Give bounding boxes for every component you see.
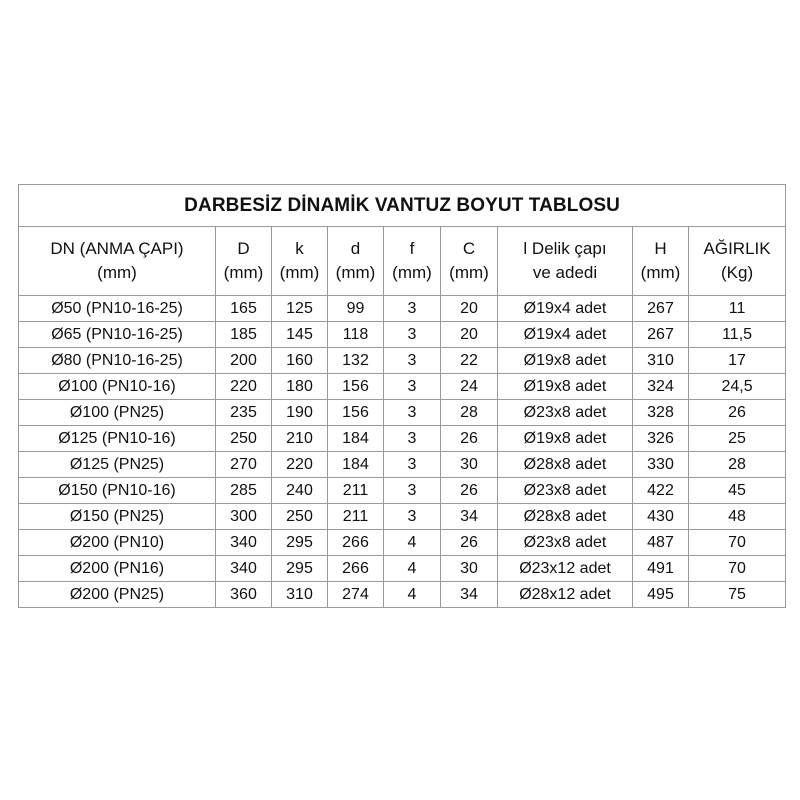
- table-cell: 310: [272, 582, 328, 608]
- table-cell: 11: [689, 296, 786, 322]
- table-cell: Ø23x8 adet: [498, 530, 633, 556]
- table-cell: 184: [328, 452, 384, 478]
- table-cell: Ø200 (PN16): [19, 556, 216, 582]
- table-row: [19, 556, 786, 582]
- table-cell: Ø28x8 adet: [498, 452, 633, 478]
- header-line2: (mm): [392, 263, 432, 282]
- table-cell: 22: [441, 348, 498, 374]
- table-cell: 3: [384, 374, 441, 400]
- table-cell: Ø28x8 adet: [498, 504, 633, 530]
- header-line1: C: [462, 239, 476, 258]
- table-cell: Ø23x8 adet: [498, 478, 633, 504]
- table-cell: 324: [633, 374, 689, 400]
- table-cell: Ø28x12 adet: [498, 582, 633, 608]
- table-cell: 328: [633, 400, 689, 426]
- table-cell: 3: [384, 400, 441, 426]
- header-line2: (mm): [279, 263, 320, 282]
- table-row: [19, 426, 786, 452]
- table-cell: 3: [384, 452, 441, 478]
- table-cell: 24: [441, 374, 498, 400]
- k-header: [272, 227, 328, 296]
- table-cell: 220: [216, 374, 272, 400]
- table-row: [19, 322, 786, 348]
- table-cell: 211: [328, 504, 384, 530]
- header-line2: (mm): [335, 263, 376, 282]
- table-cell: Ø200 (PN25): [19, 582, 216, 608]
- table-cell: 295: [272, 556, 328, 582]
- table-cell: 3: [384, 478, 441, 504]
- table-cell: Ø150 (PN25): [19, 504, 216, 530]
- table-cell: 267: [633, 322, 689, 348]
- table-cell: 3: [384, 348, 441, 374]
- table-cell: 270: [216, 452, 272, 478]
- header-line1: f: [409, 239, 415, 258]
- table-cell: 30: [441, 452, 498, 478]
- table-cell: 266: [328, 556, 384, 582]
- table-cell: 160: [272, 348, 328, 374]
- table-row: [19, 478, 786, 504]
- header-line1: H: [654, 239, 667, 258]
- table-row: [19, 452, 786, 478]
- table-cell: 310: [633, 348, 689, 374]
- table-cell: 240: [272, 478, 328, 504]
- table-cell: 70: [689, 556, 786, 582]
- table-title: DARBESİZ DİNAMİK VANTUZ BOYUT TABLOSU: [19, 185, 786, 227]
- table-cell: 17: [689, 348, 786, 374]
- weight-header: [689, 227, 786, 296]
- hole-header: [498, 227, 633, 296]
- table-cell: Ø80 (PN10-16-25): [19, 348, 216, 374]
- table-cell: 26: [441, 530, 498, 556]
- table-cell: 430: [633, 504, 689, 530]
- f-header: [384, 227, 441, 296]
- header-line1: l Delik çapı: [523, 239, 607, 258]
- header-line2: (mm): [449, 263, 489, 282]
- table-row: [19, 504, 786, 530]
- table-cell: 200: [216, 348, 272, 374]
- dimension-table: [18, 184, 786, 608]
- header-line2: (Kg): [721, 263, 754, 282]
- header-line1: D: [237, 239, 250, 258]
- header-line1: AĞIRLIK: [703, 239, 771, 258]
- table-cell: 26: [441, 478, 498, 504]
- table-cell: 20: [441, 322, 498, 348]
- table-cell: 267: [633, 296, 689, 322]
- table-cell: 326: [633, 426, 689, 452]
- h-header: [633, 227, 689, 296]
- table-cell: 34: [441, 504, 498, 530]
- table-cell: 34: [441, 582, 498, 608]
- table-cell: 4: [384, 582, 441, 608]
- header-line2: (mm): [223, 263, 264, 282]
- table-cell: 28: [441, 400, 498, 426]
- table-cell: 250: [272, 504, 328, 530]
- table-cell: 4: [384, 530, 441, 556]
- header-line2: ve adedi: [532, 263, 598, 282]
- table-cell: Ø19x8 adet: [498, 348, 633, 374]
- table-cell: 70: [689, 530, 786, 556]
- header-line1: d: [350, 239, 361, 258]
- table-cell: 165: [216, 296, 272, 322]
- table-cell: 184: [328, 426, 384, 452]
- table-cell: 340: [216, 530, 272, 556]
- table-cell: 26: [689, 400, 786, 426]
- table-cell: Ø19x4 adet: [498, 296, 633, 322]
- table-cell: 156: [328, 400, 384, 426]
- header-line2: (mm): [640, 263, 681, 282]
- table-cell: 210: [272, 426, 328, 452]
- table-cell: 3: [384, 322, 441, 348]
- table-cell: 340: [216, 556, 272, 582]
- dn-header: [19, 227, 216, 296]
- header-line2: (mm): [97, 263, 137, 282]
- table-cell: Ø23x12 adet: [498, 556, 633, 582]
- table-cell: 145: [272, 322, 328, 348]
- table-cell: 28: [689, 452, 786, 478]
- table-cell: 156: [328, 374, 384, 400]
- table-cell: 25: [689, 426, 786, 452]
- table-cell: 3: [384, 504, 441, 530]
- table-cell: 285: [216, 478, 272, 504]
- table-cell: 26: [441, 426, 498, 452]
- table-cell: 495: [633, 582, 689, 608]
- table-cell: 274: [328, 582, 384, 608]
- table-cell: 211: [328, 478, 384, 504]
- table-row: [19, 400, 786, 426]
- table-cell: 491: [633, 556, 689, 582]
- table-cell: 4: [384, 556, 441, 582]
- table-body: [19, 296, 786, 608]
- table-cell: 11,5: [689, 322, 786, 348]
- table-cell: 30: [441, 556, 498, 582]
- table-cell: Ø65 (PN10-16-25): [19, 322, 216, 348]
- header-line1: DN (ANMA ÇAPI): [50, 239, 184, 258]
- table-cell: 118: [328, 322, 384, 348]
- table-cell: Ø19x4 adet: [498, 322, 633, 348]
- table-cell: 132: [328, 348, 384, 374]
- table-cell: Ø19x8 adet: [498, 374, 633, 400]
- table-row: [19, 374, 786, 400]
- header-row: [19, 227, 786, 296]
- table-cell: 99: [328, 296, 384, 322]
- table-cell: Ø125 (PN25): [19, 452, 216, 478]
- table-cell: 20: [441, 296, 498, 322]
- table-cell: 185: [216, 322, 272, 348]
- table-cell: 180: [272, 374, 328, 400]
- table-cell: 220: [272, 452, 328, 478]
- table-cell: 360: [216, 582, 272, 608]
- table-cell: 45: [689, 478, 786, 504]
- table-cell: Ø125 (PN10-16): [19, 426, 216, 452]
- table-row: [19, 348, 786, 374]
- table-cell: 190: [272, 400, 328, 426]
- c-header: [441, 227, 498, 296]
- table-cell: 330: [633, 452, 689, 478]
- table-cell: 235: [216, 400, 272, 426]
- table-cell: 266: [328, 530, 384, 556]
- table-cell: Ø100 (PN25): [19, 400, 216, 426]
- table-cell: 125: [272, 296, 328, 322]
- table-cell: Ø50 (PN10-16-25): [19, 296, 216, 322]
- table-cell: 3: [384, 296, 441, 322]
- d-header: [216, 227, 272, 296]
- header-line1: k: [295, 239, 304, 258]
- table-cell: 487: [633, 530, 689, 556]
- table-cell: Ø19x8 adet: [498, 426, 633, 452]
- table-cell: 422: [633, 478, 689, 504]
- table-cell: 48: [689, 504, 786, 530]
- table-row: [19, 582, 786, 608]
- table-cell: 24,5: [689, 374, 786, 400]
- d-small-header: [328, 227, 384, 296]
- table-cell: Ø150 (PN10-16): [19, 478, 216, 504]
- table-row: [19, 530, 786, 556]
- table-cell: Ø200 (PN10): [19, 530, 216, 556]
- table-cell: Ø23x8 adet: [498, 400, 633, 426]
- table-row: [19, 296, 786, 322]
- table-cell: 250: [216, 426, 272, 452]
- table-cell: 295: [272, 530, 328, 556]
- table-cell: Ø100 (PN10-16): [19, 374, 216, 400]
- table-cell: 3: [384, 426, 441, 452]
- table-cell: 300: [216, 504, 272, 530]
- table-cell: 75: [689, 582, 786, 608]
